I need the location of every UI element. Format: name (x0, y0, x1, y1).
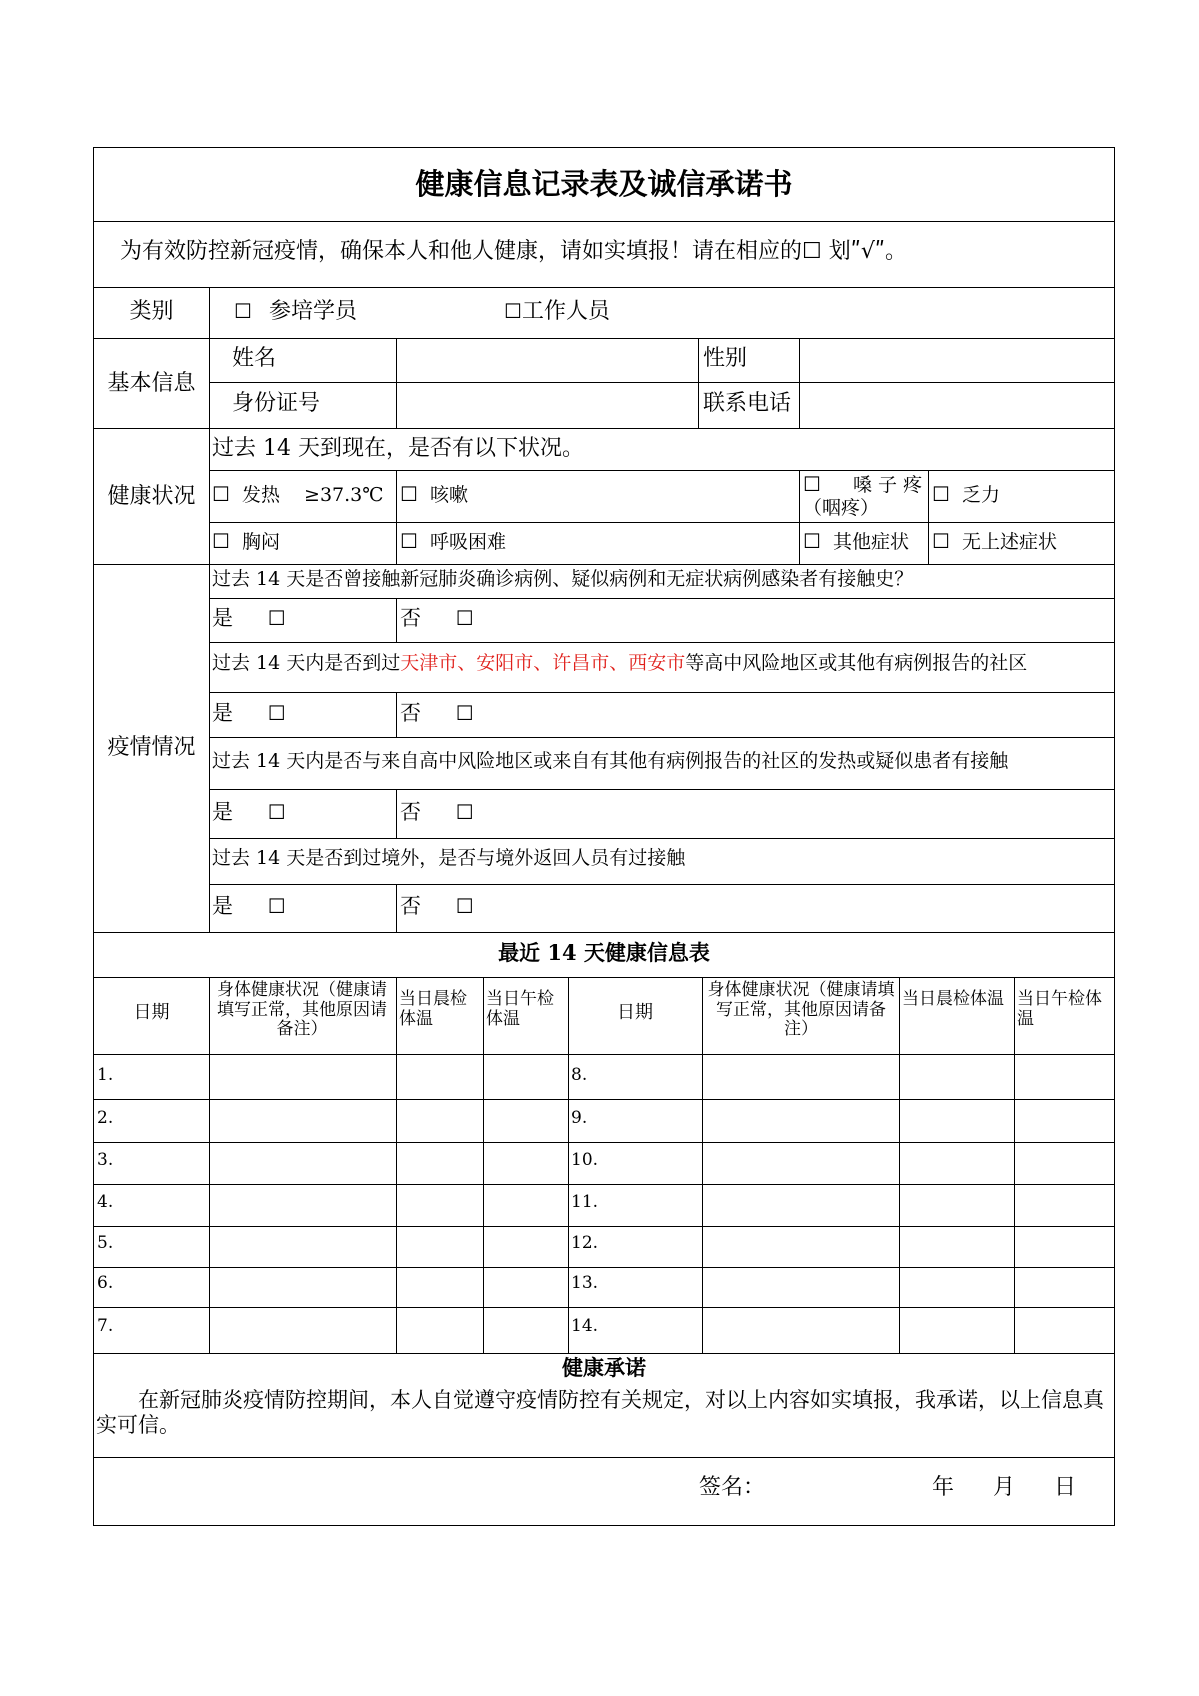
log-row-date: 8. (571, 1065, 588, 1085)
checkbox-icon[interactable]: ☐ (932, 482, 950, 506)
pledge-text: 在新冠肺炎疫情防控期间，本人自觉遵守疫情防控有关规定，对以上内容如实填报，我承诺，以上信息真实可信。 (96, 1388, 1104, 1437)
intro-instructions: 为有效防控新冠疫情，确保本人和他人健康，请如实填报！请在相应的☐ 划ʺ√ʺ。 (120, 239, 907, 264)
checkbox-icon[interactable]: ☐ (400, 529, 418, 553)
morning-temp-header-right: 当日晨检体温 (902, 989, 1004, 1009)
symptom-chest-tightness[interactable] (212, 530, 280, 554)
symptom-label: 胸闷 (241, 531, 280, 553)
high-risk-cities: 天津市、安阳市、许昌市、西安市 (400, 652, 686, 674)
yes-label: 是 (212, 800, 233, 824)
symptom-label: 咳嗽 (429, 484, 468, 506)
checkbox-icon[interactable]: ☐ (932, 529, 950, 553)
symptom-sore-throat[interactable] (803, 473, 922, 497)
symptom-label: 发热 (241, 484, 280, 506)
health-log-title: 最近 14 天健康信息表 (498, 940, 710, 965)
year-label: 年 (932, 1475, 955, 1500)
q2-yes-option[interactable] (212, 701, 286, 725)
no-label: 否 (400, 800, 421, 824)
basic-info-label: 基本信息 (107, 371, 196, 396)
name-label: 姓名 (232, 346, 277, 371)
checkbox-icon[interactable]: ☐ (212, 529, 230, 553)
name-field[interactable] (404, 346, 692, 374)
q1-no-option[interactable] (400, 606, 474, 630)
afternoon-temp-header-right: 当日午检体温 (1017, 989, 1102, 1029)
status-header-left: 身体健康状况（健康请填写正常，其他原因请备注） (217, 980, 387, 1040)
status-header-right: 身体健康状况（健康请填写正常，其他原因请备注） (707, 980, 895, 1040)
no-label: 否 (400, 701, 421, 725)
q4-yes-option[interactable] (212, 894, 286, 918)
log-row-date: 1. (97, 1065, 114, 1085)
gender-label: 性别 (703, 346, 748, 371)
log-row-date: 12. (571, 1233, 599, 1253)
log-row-date: 3. (97, 1150, 114, 1170)
symptom-label: 无上述症状 (961, 531, 1057, 553)
question-2-suffix: 等高中风险地区或其他有病例报告的社区 (685, 652, 1028, 674)
afternoon-temp-header-left: 当日午检体温 (486, 989, 554, 1029)
no-label: 否 (400, 606, 421, 630)
checkbox-icon[interactable]: ☐ (267, 800, 286, 824)
epidemic-question-3: 过去 14 天内是否与来自高中风险地区或来自有其他有病例报告的社区的发热或疑似患者有接触 (212, 750, 1009, 772)
checkbox-icon[interactable]: ☐ (803, 472, 821, 496)
checkbox-icon[interactable]: ☐ (267, 606, 286, 630)
checkbox-icon[interactable]: ☐ (504, 299, 522, 323)
phone-field[interactable] (806, 391, 1106, 419)
category-label: 类别 (129, 299, 174, 324)
symptom-label: 嗓 子 疼 (852, 474, 923, 496)
checkbox-icon[interactable]: ☐ (455, 606, 474, 630)
log-row-date: 2. (97, 1108, 114, 1128)
q2-no-option[interactable] (400, 701, 474, 725)
date-header-right: 日期 (617, 1002, 653, 1023)
category-option-label: 参培学员 (268, 299, 357, 324)
symptom-sore-throat-note: （咽疼） (803, 497, 880, 519)
question-2-prefix: 过去 14 天内是否到过 (212, 652, 401, 674)
checkbox-icon[interactable]: ☐ (400, 482, 418, 506)
gender-field[interactable] (806, 346, 1106, 374)
log-row-date: 9. (571, 1108, 588, 1128)
id-number-label: 身份证号 (232, 391, 321, 416)
checkbox-icon[interactable]: ☐ (455, 701, 474, 725)
symptom-fatigue[interactable] (932, 483, 1000, 507)
log-row-date: 7. (97, 1316, 114, 1336)
checkbox-icon[interactable]: ☐ (267, 701, 286, 725)
log-row-date: 11. (571, 1192, 599, 1212)
form-page (93, 147, 1115, 1526)
checkbox-icon[interactable]: ☐ (212, 482, 230, 506)
epidemic-label: 疫情情况 (107, 735, 196, 760)
month-label: 月 (993, 1475, 1016, 1500)
log-row-date: 5. (97, 1233, 114, 1253)
fever-threshold: ≥37.3℃ (304, 484, 384, 506)
id-number-field[interactable] (404, 391, 692, 419)
yes-label: 是 (212, 606, 233, 630)
pledge-title: 健康承诺 (562, 1355, 646, 1380)
epidemic-question-1: 过去 14 天是否曾接触新冠肺炎确诊病例、疑似病例和无症状病例感染者有接触史？ (212, 568, 914, 590)
symptom-cough[interactable] (400, 483, 468, 507)
q3-no-option[interactable] (400, 800, 474, 824)
q3-yes-option[interactable] (212, 800, 286, 824)
date-header-left: 日期 (133, 1002, 170, 1023)
form-table (93, 147, 1115, 1526)
symptom-none[interactable] (932, 530, 1057, 554)
log-row-date: 4. (97, 1192, 114, 1212)
yes-label: 是 (212, 701, 233, 725)
yes-label: 是 (212, 894, 233, 918)
checkbox-icon[interactable]: ☐ (234, 299, 252, 323)
symptom-label: 呼吸困难 (429, 531, 506, 553)
epidemic-question-2 (212, 653, 1027, 675)
category-option-staff[interactable] (504, 299, 610, 324)
signature-field[interactable] (766, 1470, 916, 1504)
symptom-label: 其他症状 (832, 531, 909, 553)
phone-label: 联系电话 (703, 391, 792, 416)
checkbox-icon[interactable]: ☐ (455, 800, 474, 824)
epidemic-question-4: 过去 14 天是否到过境外，是否与境外返回人员有过接触 (212, 847, 686, 869)
checkbox-icon[interactable]: ☐ (803, 529, 821, 553)
log-row-date: 10. (571, 1150, 599, 1170)
health-status-label: 健康状况 (107, 484, 196, 509)
symptom-other[interactable] (803, 530, 909, 554)
signature-label: 签名： (699, 1475, 766, 1500)
symptom-label: 乏力 (961, 484, 1000, 506)
log-row-date: 13. (571, 1273, 599, 1293)
symptom-breathing-difficulty[interactable] (400, 530, 506, 554)
symptom-fever[interactable] (212, 483, 384, 507)
checkbox-icon[interactable]: ☐ (267, 894, 286, 918)
health-status-question: 过去 14 天到现在，是否有以下状况。 (212, 436, 584, 461)
category-option-trainee[interactable] (234, 299, 357, 324)
q4-no-option[interactable] (400, 894, 474, 918)
category-option-label: 工作人员 (521, 299, 610, 324)
q1-yes-option[interactable] (212, 606, 286, 630)
log-row-date: 14. (571, 1316, 599, 1336)
log-row-date: 6. (97, 1273, 114, 1293)
day-label: 日 (1054, 1475, 1077, 1500)
morning-temp-header-left: 当日晨检体温 (399, 989, 467, 1029)
form-title: 健康信息记录表及诚信承诺书 (415, 167, 793, 201)
checkbox-icon[interactable]: ☐ (455, 894, 474, 918)
no-label: 否 (400, 894, 421, 918)
